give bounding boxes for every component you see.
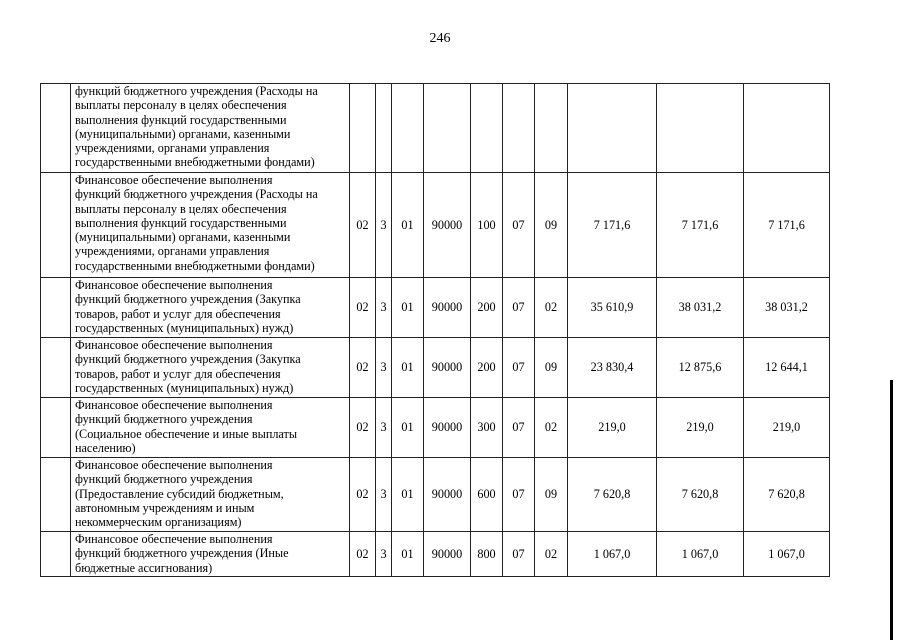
table-row (41, 278, 830, 338)
code-col-3: 01 (392, 398, 424, 458)
blank-cell (41, 278, 71, 338)
code-col-7: 02 (535, 398, 568, 458)
description-line: выплаты персоналу в целях обеспечения (75, 201, 287, 216)
expense-description (71, 173, 350, 278)
code-col-5: 600 (471, 458, 503, 532)
code-col-3: 01 (392, 338, 424, 398)
code-col-6: 07 (503, 458, 535, 532)
description-line: государственными внебюджетными фондами) (75, 155, 315, 170)
description-line: товаров, работ и услуг для обеспечения (75, 306, 281, 321)
description-line: Финансовое обеспечение выполнения (75, 173, 273, 187)
code-col-1: 02 (350, 398, 376, 458)
expense-description (71, 278, 350, 338)
amount-year-2: 1 067,0 (657, 532, 744, 577)
amount-year-3: 219,0 (744, 398, 830, 458)
description-line: функций бюджетного учреждения (Иные (75, 546, 289, 561)
amount-year-2 (657, 84, 744, 173)
description-line: (Предоставление субсидий бюджетным, (75, 486, 284, 501)
table-row (41, 84, 830, 173)
code-col-2: 3 (376, 398, 392, 458)
code-col-5 (471, 84, 503, 173)
description-line: учреждениями, органами управления (75, 244, 270, 259)
code-col-6: 07 (503, 532, 535, 577)
blank-cell (41, 458, 71, 532)
description-line: Финансовое обеспечение выполнения (75, 278, 273, 292)
expense-description (71, 398, 350, 458)
budget-table (40, 83, 830, 577)
code-col-6 (503, 84, 535, 173)
code-col-1: 02 (350, 338, 376, 398)
code-col-7 (535, 84, 568, 173)
code-col-3: 01 (392, 532, 424, 577)
code-col-7: 09 (535, 338, 568, 398)
blank-cell (41, 84, 71, 173)
table-row (41, 338, 830, 398)
code-col-5: 200 (471, 338, 503, 398)
amount-year-3: 7 620,8 (744, 458, 830, 532)
code-col-7: 09 (535, 458, 568, 532)
description-line: выплаты персоналу в целях обеспечения (75, 98, 287, 113)
expense-description (71, 458, 350, 532)
code-col-5: 200 (471, 278, 503, 338)
description-line: государственными внебюджетными фондами) (75, 258, 315, 273)
description-line: (Социальное обеспечение и иные выплаты (75, 426, 298, 441)
code-col-3 (392, 84, 424, 173)
amount-year-1: 7 171,6 (568, 173, 657, 278)
amount-year-2: 38 031,2 (657, 278, 744, 338)
amount-year-2: 12 875,6 (657, 338, 744, 398)
code-col-5: 100 (471, 173, 503, 278)
code-col-4: 90000 (424, 398, 471, 458)
code-col-2: 3 (376, 338, 392, 398)
code-col-5: 800 (471, 532, 503, 577)
code-col-3: 01 (392, 458, 424, 532)
description-line: товаров, работ и услуг для обеспечения (75, 366, 281, 381)
blank-cell (41, 338, 71, 398)
table-row (41, 173, 830, 278)
description-line: выполнения функций государственными (75, 112, 287, 127)
code-col-5: 300 (471, 398, 503, 458)
description-line: функций бюджетного учреждения (75, 412, 253, 427)
amount-year-1: 219,0 (568, 398, 657, 458)
code-col-1: 02 (350, 278, 376, 338)
scan-edge-mark (890, 380, 893, 640)
code-col-3: 01 (392, 173, 424, 278)
blank-cell (41, 173, 71, 278)
code-col-4 (424, 84, 471, 173)
description-line: Финансовое обеспечение выполнения (75, 458, 273, 472)
description-line: учреждениями, органами управления (75, 141, 270, 156)
blank-cell (41, 398, 71, 458)
blank-cell (41, 532, 71, 577)
description-line: государственных (муниципальных) нужд) (75, 380, 294, 395)
code-col-2: 3 (376, 458, 392, 532)
amount-year-2: 7 620,8 (657, 458, 744, 532)
description-line: функций бюджетного учреждения (75, 472, 253, 487)
description-line: Финансовое обеспечение выполнения (75, 338, 273, 352)
table-row (41, 458, 830, 532)
code-col-1 (350, 84, 376, 173)
code-col-2 (376, 84, 392, 173)
description-line: функций бюджетного учреждения (Расходы на (75, 187, 318, 202)
table-row (41, 398, 830, 458)
code-col-2: 3 (376, 173, 392, 278)
description-line: функций бюджетного учреждения (Расходы на (75, 84, 318, 98)
page-number: 246 (429, 31, 451, 46)
expense-description (71, 532, 350, 577)
description-line: (муниципальными) органами, казенными (75, 230, 291, 245)
code-col-2: 3 (376, 532, 392, 577)
code-col-1: 02 (350, 173, 376, 278)
amount-year-3: 7 171,6 (744, 173, 830, 278)
code-col-1: 02 (350, 532, 376, 577)
description-line: Финансовое обеспечение выполнения (75, 398, 273, 412)
code-col-1: 02 (350, 458, 376, 532)
amount-year-3: 12 644,1 (744, 338, 830, 398)
code-col-7: 02 (535, 278, 568, 338)
code-col-3: 01 (392, 278, 424, 338)
amount-year-1 (568, 84, 657, 173)
description-line: автономным учреждениям и иным (75, 500, 255, 515)
amount-year-3: 38 031,2 (744, 278, 830, 338)
code-col-4: 90000 (424, 532, 471, 577)
code-col-4: 90000 (424, 278, 471, 338)
description-line: населению) (75, 440, 136, 455)
amount-year-3: 1 067,0 (744, 532, 830, 577)
description-line: выполнения функций государственными (75, 215, 287, 230)
code-col-7: 02 (535, 532, 568, 577)
description-line: функций бюджетного учреждения (Закупка (75, 352, 301, 367)
description-line: функций бюджетного учреждения (Закупка (75, 292, 301, 307)
amount-year-1: 23 830,4 (568, 338, 657, 398)
amount-year-1: 35 610,9 (568, 278, 657, 338)
code-col-2: 3 (376, 278, 392, 338)
code-col-4: 90000 (424, 338, 471, 398)
code-col-4: 90000 (424, 458, 471, 532)
amount-year-1: 7 620,8 (568, 458, 657, 532)
description-line: государственных (муниципальных) нужд) (75, 320, 294, 335)
description-line: некоммерческим организациям) (75, 515, 242, 530)
expense-description (71, 84, 350, 173)
description-line: Финансовое обеспечение выполнения (75, 532, 273, 546)
code-col-6: 07 (503, 173, 535, 278)
code-col-4: 90000 (424, 173, 471, 278)
expense-description (71, 338, 350, 398)
amount-year-1: 1 067,0 (568, 532, 657, 577)
code-col-6: 07 (503, 278, 535, 338)
description-line: бюджетные ассигнования) (75, 560, 213, 575)
code-col-6: 07 (503, 398, 535, 458)
amount-year-2: 7 171,6 (657, 173, 744, 278)
code-col-6: 07 (503, 338, 535, 398)
code-col-7: 09 (535, 173, 568, 278)
description-line: (муниципальными) органами, казенными (75, 126, 291, 141)
table-row (41, 532, 830, 577)
amount-year-2: 219,0 (657, 398, 744, 458)
amount-year-3 (744, 84, 830, 173)
